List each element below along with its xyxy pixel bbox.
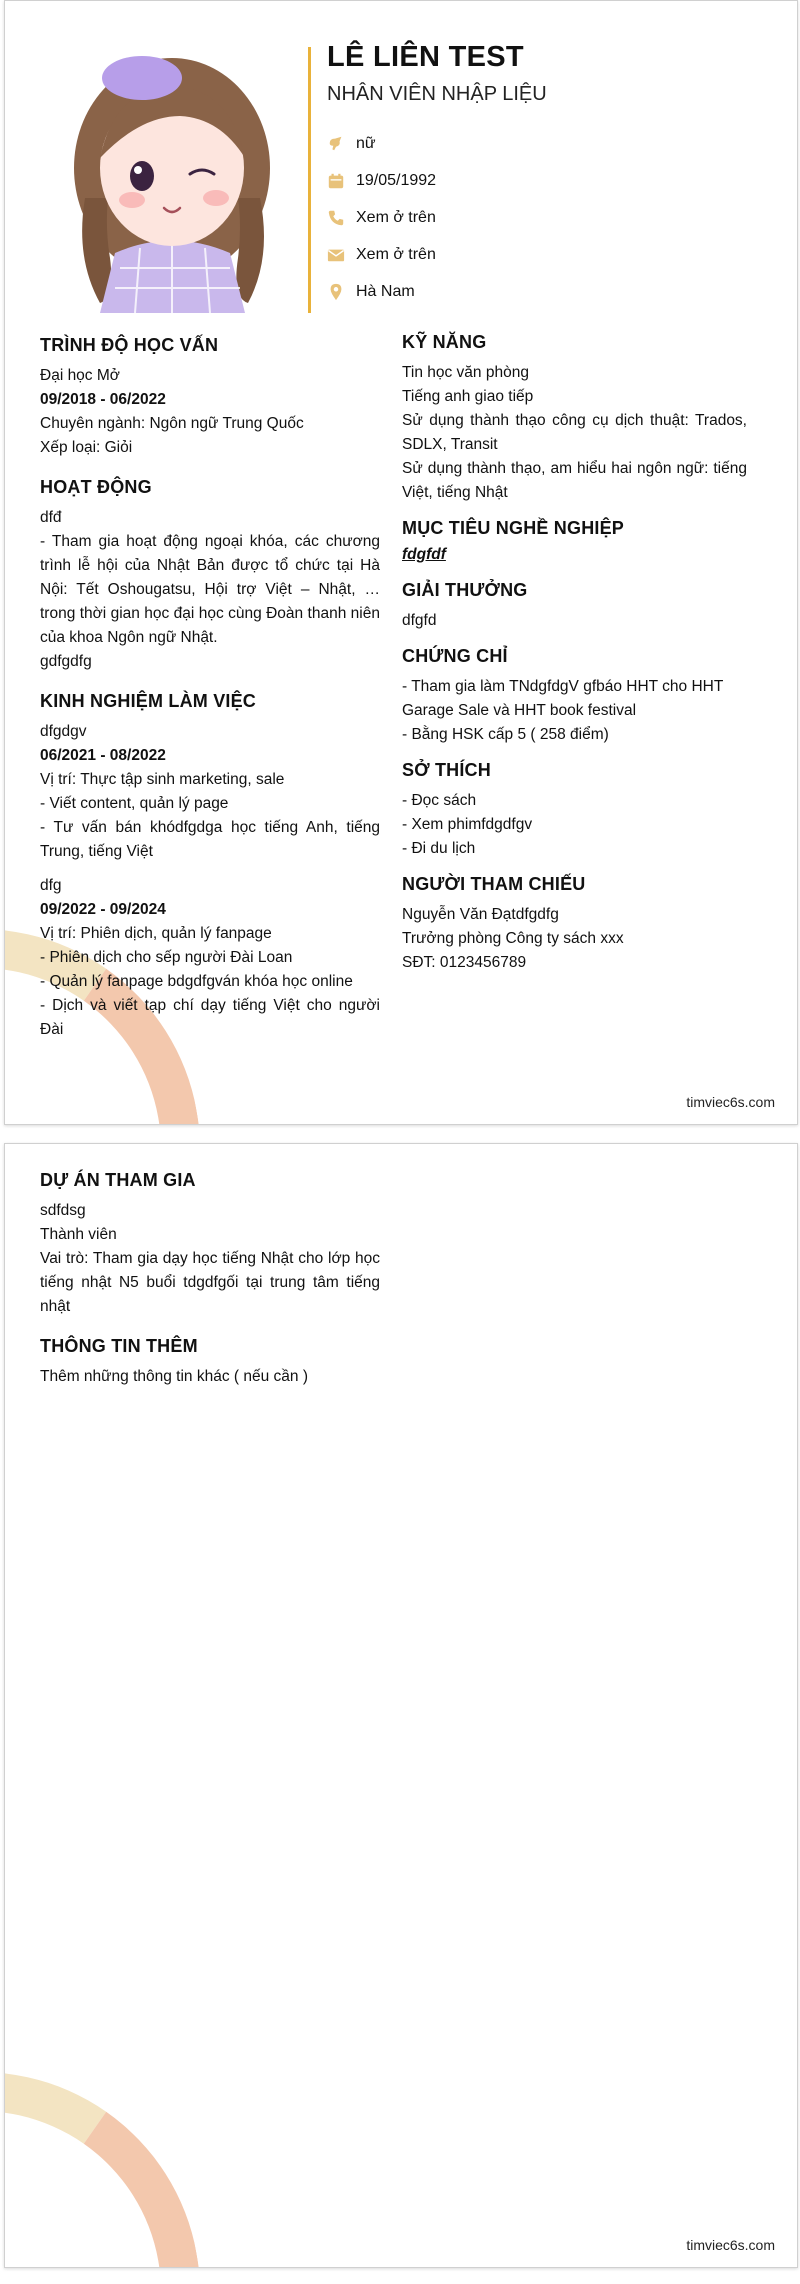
skill-item: Tin học văn phòng [402, 364, 529, 381]
activities-section [40, 476, 380, 674]
education-grade: Xếp loại: Giỏi [40, 439, 133, 456]
experience-section [40, 690, 380, 1042]
skills-section [402, 331, 747, 505]
experience-item [40, 874, 380, 1042]
gender-icon [327, 135, 345, 153]
experience-role: Vị trí: Thực tập sinh marketing, sale [40, 771, 285, 788]
education-title: TRÌNH ĐỘ HỌC VẤN [40, 335, 219, 355]
skill-item: Tiếng anh giao tiếp [402, 388, 534, 405]
more-info-title: THÔNG TIN THÊM [40, 1336, 198, 1356]
objective-section [402, 517, 747, 567]
objective-text: fdgfdf [402, 546, 446, 563]
skills-title: KỸ NĂNG [402, 332, 487, 352]
decorative-arc [4, 2037, 235, 2268]
education-section [40, 334, 380, 460]
objective-title: MỤC TIÊU NGHỀ NGHIỆP [402, 518, 625, 538]
gender-value: nữ [356, 135, 376, 152]
activities-desc: - Tham gia hoạt động ngoại khóa, các chương trình lễ hội của Nhật Bản được tổ chức tại Hà Nội: Tết Oshougatsu, Hội trợ Việt – Nhật, … trong thời gian học đại học cùng Đoàn thanh niên của khoa Ngôn ngữ Nhật. [40, 533, 380, 646]
candidate-position: NHÂN VIÊN NHẬP LIỆU [327, 83, 547, 105]
avatar [60, 48, 285, 313]
address-value: Hà Nam [356, 283, 415, 300]
header-divider [308, 47, 311, 313]
footer-brand: timviec6s.com [686, 2237, 775, 2253]
experience-time: 06/2021 - 08/2022 [40, 747, 166, 764]
activities-org: dfđ [40, 509, 62, 526]
experience-line: - Phiên dịch cho sếp người Đài Loan [40, 949, 293, 966]
project-role: Thành viên [40, 1226, 117, 1243]
more-info-text: Thêm những thông tin khác ( nếu cần ) [40, 1368, 309, 1385]
hobbies-section [402, 759, 747, 861]
experience-company: dfg [40, 877, 62, 894]
experience-line: - Viết content, quản lý page [40, 795, 229, 812]
experience-line: - Dịch và viết tạp chí dạy tiếng Việt cho người Đài [40, 997, 380, 1038]
certificates-title: CHỨNG CHỈ [402, 646, 508, 666]
reference-title: NGƯỜI THAM CHIẾU [402, 874, 586, 894]
experience-line: - Tư vấn bán khódfgdga học tiếng Anh, tiếng Trung, tiếng Việt [40, 819, 380, 860]
phone-value: Xem ở trên [356, 209, 436, 226]
reference-line: Nguyễn Văn Đạtdfgdfg [402, 906, 559, 923]
cv-page-2 [4, 1143, 798, 2268]
education-time: 09/2018 - 06/2022 [40, 391, 166, 408]
left-column [40, 334, 380, 1042]
project-name: sdfdsg [40, 1202, 86, 1219]
projects-title: DỰ ÁN THAM GIA [40, 1170, 196, 1190]
skill-item: Sử dụng thành thạo, am hiểu hai ngôn ngữ: tiếng Việt, tiếng Nhật [402, 460, 747, 501]
birthday-row [327, 172, 436, 190]
hobby-item: - Đọc sách [402, 792, 477, 809]
awards-section [402, 579, 747, 633]
cv-page-1 [4, 0, 798, 1125]
phone-icon [327, 209, 345, 227]
candidate-name: LÊ LIÊN TEST [327, 41, 524, 73]
experience-title: KINH NGHIỆM LÀM VIỆC [40, 691, 257, 711]
gender-row [327, 135, 376, 153]
education-school: Đại học Mở [40, 367, 120, 384]
location-pin-icon [327, 283, 345, 301]
awards-title: GIẢI THƯỞNG [402, 580, 528, 600]
hobby-item: - Xem phimfdgdfgv [402, 816, 533, 833]
email-icon [327, 246, 345, 264]
experience-item [40, 720, 380, 864]
hobbies-title: SỞ THÍCH [402, 760, 491, 780]
reference-section [402, 873, 747, 975]
certificates-section [402, 645, 747, 747]
footer-brand: timviec6s.com [686, 1094, 775, 1110]
right-column [402, 331, 747, 975]
experience-role: Vị trí: Phiên dịch, quản lý fanpage [40, 925, 272, 942]
email-row [327, 246, 436, 264]
project-desc: Vai trò: Tham gia dạy học tiếng Nhật cho lớp học tiếng nhật N5 buổi tdgdfgối tại trung tâm tiếng nhật [40, 1250, 380, 1315]
hobby-item: - Đi du lịch [402, 840, 476, 857]
address-row [327, 283, 415, 301]
experience-time: 09/2022 - 09/2024 [40, 901, 166, 918]
phone-row [327, 209, 436, 227]
education-major: Chuyên ngành: Ngôn ngữ Trung Quốc [40, 415, 304, 432]
experience-company: dfgdgv [40, 723, 87, 740]
email-value: Xem ở trên [356, 246, 436, 263]
birthday-value: 19/05/1992 [356, 172, 437, 189]
page2-left-column [40, 1169, 380, 1389]
skill-item: Sử dụng thành thạo công cụ dịch thuật: Trados, SDLX, Transit [402, 412, 747, 453]
activities-title: HOẠT ĐỘNG [40, 477, 152, 497]
certificate-item: - Bằng HSK cấp 5 ( 258 điểm) [402, 726, 609, 743]
awards-text: dfgfd [402, 612, 437, 629]
more-info-section [40, 1335, 380, 1389]
projects-section [40, 1169, 380, 1319]
reference-line: Trưởng phòng Công ty sách xxx [402, 930, 624, 947]
reference-line: SĐT: 0123456789 [402, 954, 527, 971]
calendar-icon [327, 172, 345, 190]
certificate-item: - Tham gia làm TNdgfdgV gfbáo HHT cho HHT Garage Sale và HHT book festival [402, 678, 724, 719]
activities-extra: gdfgdfg [40, 653, 92, 670]
experience-line: - Quản lý fanpage bdgdfgván khóa học online [40, 973, 353, 990]
